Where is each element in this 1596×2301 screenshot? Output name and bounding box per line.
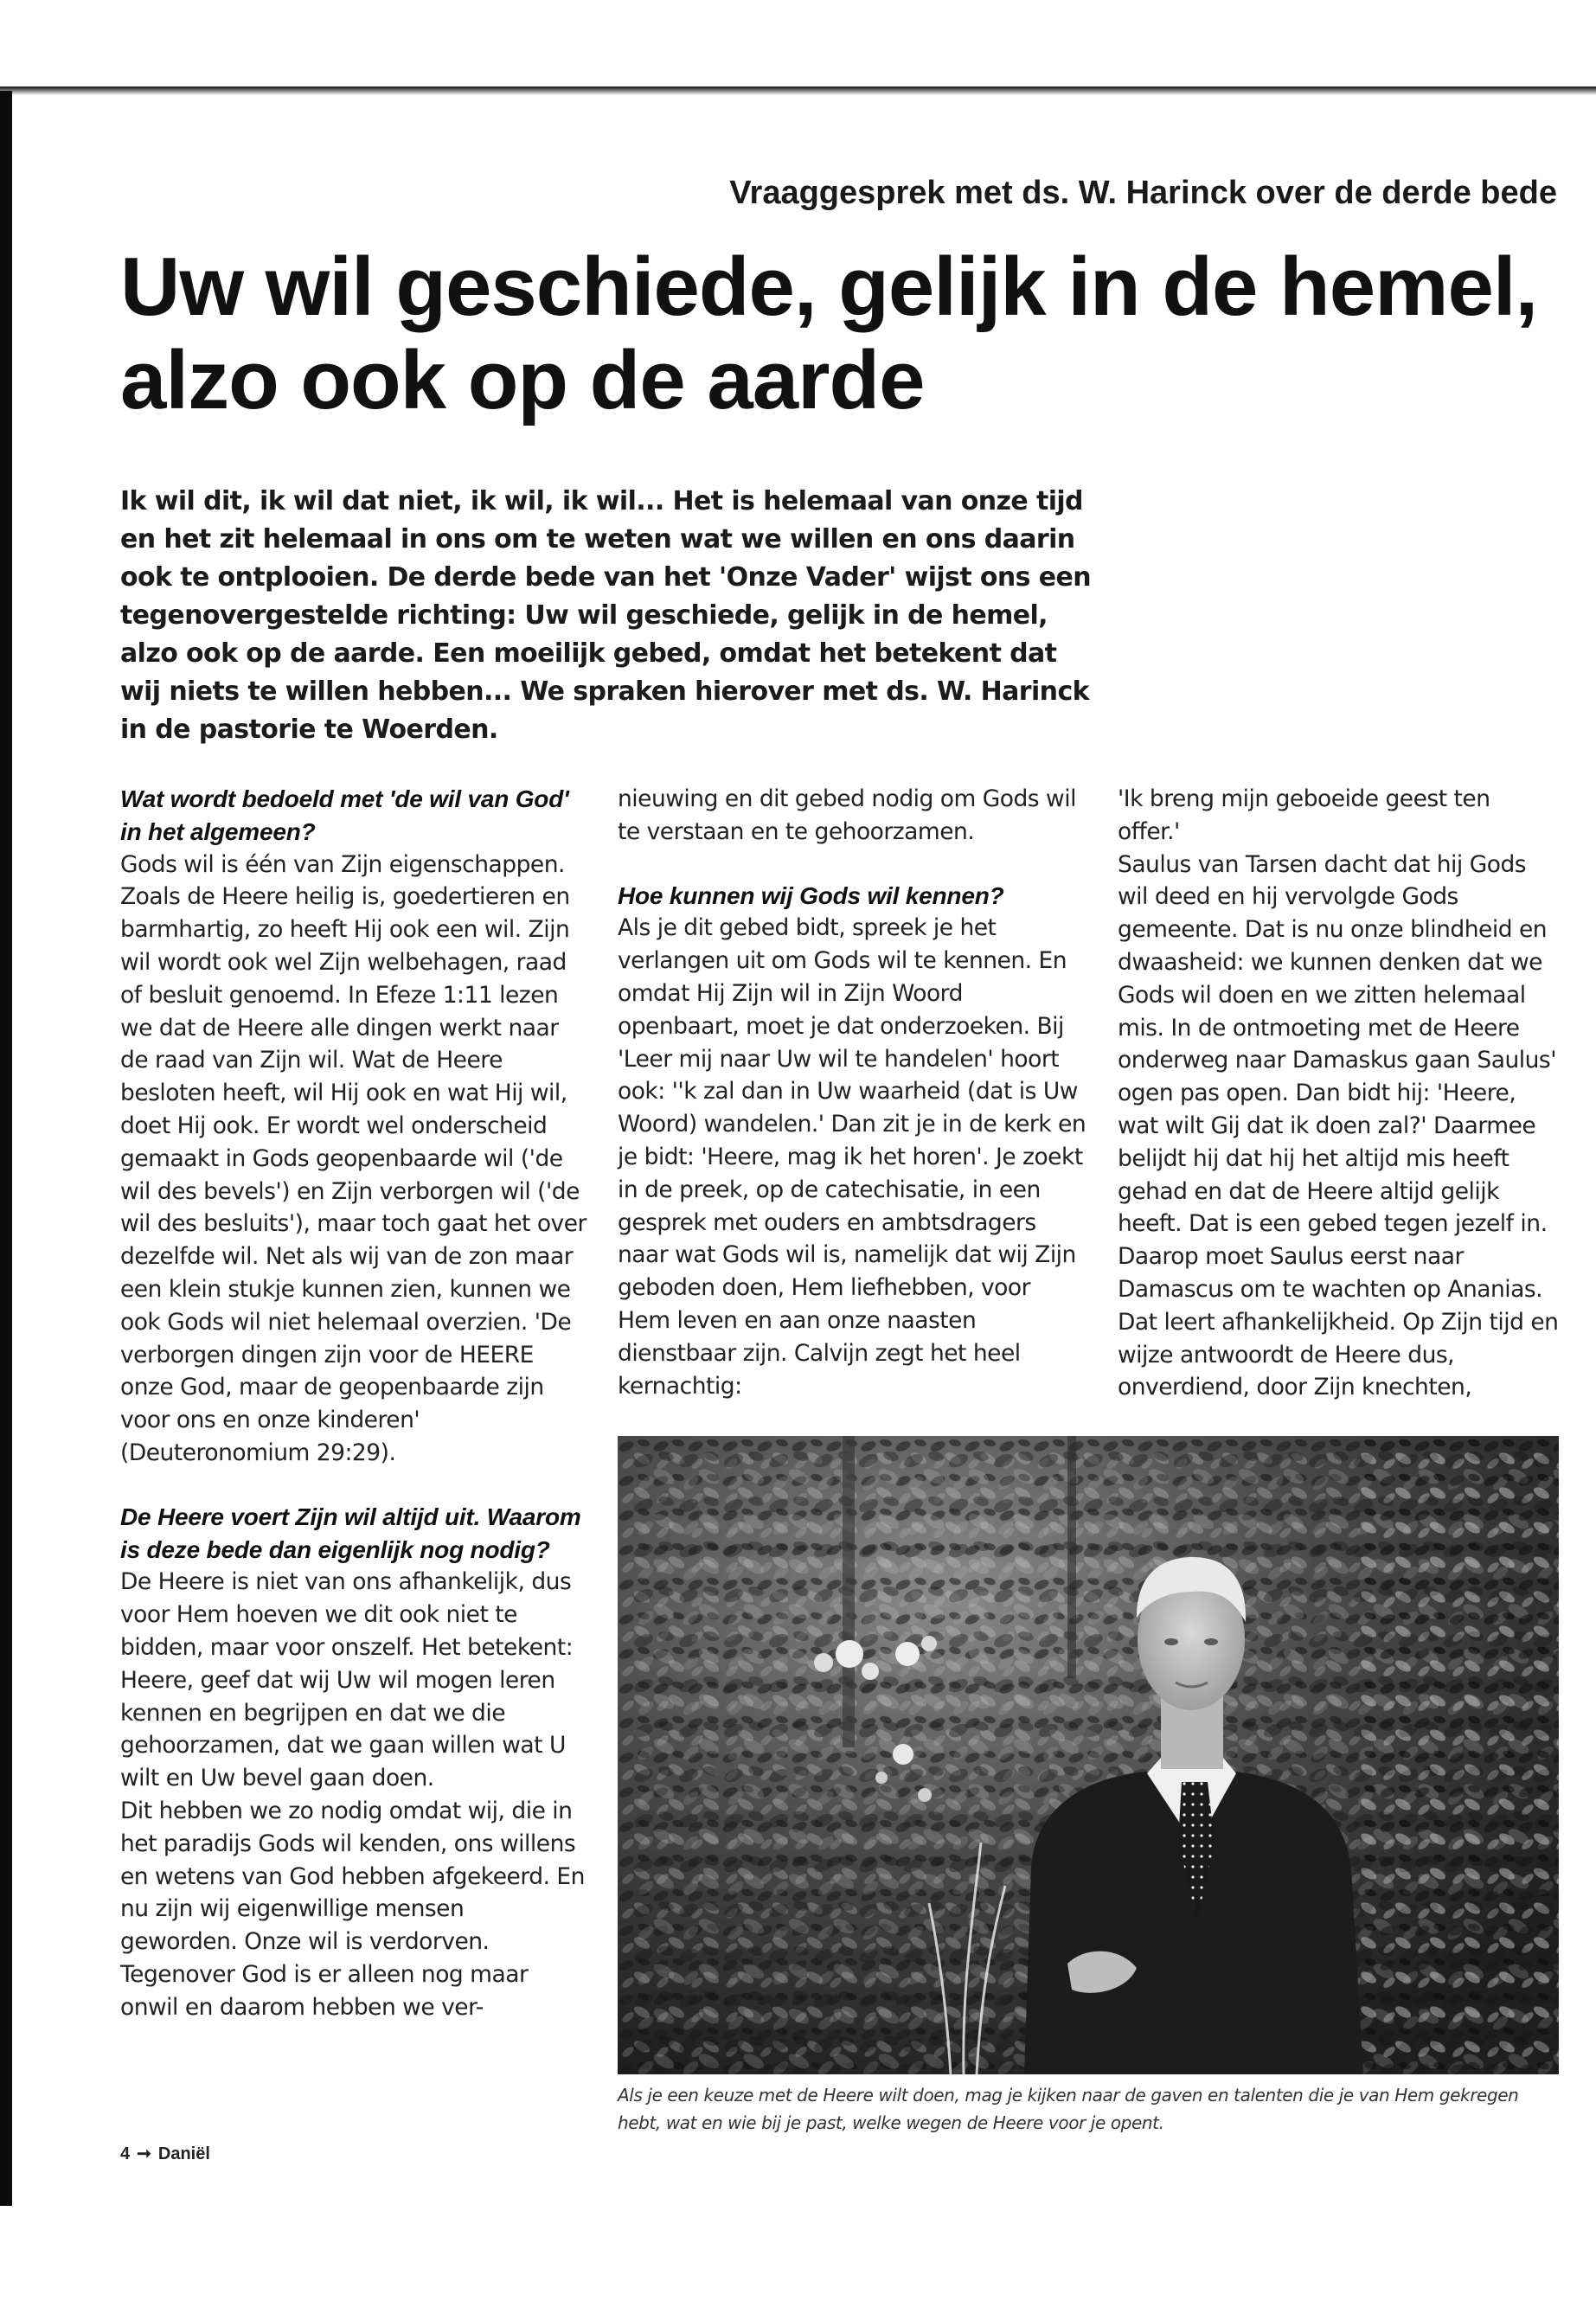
title-line-1: Uw wil geschiede, gelijk in de hemel, xyxy=(120,240,1538,333)
portrait-photo xyxy=(618,1436,1559,2074)
page-number: 4 xyxy=(120,2144,131,2163)
answer-paragraph: Als je dit gebed bidt, spreek je het verlangen uit om Gods wil te kennen. En omdat Hij Zijn wil in Zijn Woord openbaart, moet je dat onderzoeken. Bij 'Leer mij naar Uw wil te handelen' hoort ook: ''k zal dan in Uw waarheid (dat is Uw Woord) wandelen.' Dan zit je in de kerk en je bidt: 'Heere, mag ik het horen'. Je zoekt in de preek, op de catechisatie, in een gesprek met ouders en ambtsdragers naar wat Gods wil is, namelijk dat wij Zijn geboden doen, Hem liefhebben, voor Hem leven en aan onze naasten dienstbaar zijn. Calvijn zegt het heel kernachtig: xyxy=(618,914,1086,1400)
magazine-name: Daniël xyxy=(157,2144,210,2163)
column-3 xyxy=(1118,783,1559,1404)
photo-caption: Als je een keuze met de Heere wilt doen, mag je kijken naar de gaven en talenten die je van Hem gekregen hebt, wat en wie bij je past, welke wegen de Heere voor je opent. xyxy=(618,2085,1519,2133)
answer-paragraph: Dit hebben we zo nodig omdat wij, die in het paradijs Gods wil kenden, ons willens en wetens van God hebben afgekeerd. En nu zijn wij eigenwillige mensen geworden. Onze wil is verdorven. Tegenover God is er alleen nog maar onwil en daarom hebben we ver- xyxy=(120,1797,585,2021)
question-heading: Hoe kunnen wij Gods wil kennen? xyxy=(618,881,1004,909)
article-kicker: Vraaggesprek met ds. W. Harinck over de derde bede xyxy=(729,175,1557,211)
column-2 xyxy=(618,783,1089,1402)
scan-shadow-left xyxy=(0,91,12,2206)
article-title xyxy=(120,240,1556,427)
answer-paragraph: Saulus van Tarsen dacht dat hij Gods wil deed en hij vervolgde Gods gemeente. Dat is nu onze blindheid en dwaasheid: we kunnen denken dat we Gods wil doen en we zitten helemaal mis. In de ontmoeting met de Heere onderweg naar Damaskus gaan Saulus' ogen pas open. Dan bidt hij: 'Heere, wat wilt Gij dat ik doen zal?' Daarmee belijdt hij dat hij het altijd mis heeft gehad en dat de Heere altijd gelijk heeft. Dat is een gebed tegen jezelf in. Daarop moet Saulus eerst naar Damascus om te wachten op Ananias. Dat leert afhankelijkheid. Op Zijn tijd en wijze antwoordt de Heere dus, onverdiend, door Zijn knechten, xyxy=(1118,850,1559,1401)
answer-paragraph: nieuwing en dit gebed nodig om Gods wil te verstaan en te gehoorzamen. xyxy=(618,785,1076,845)
quote-paragraph: 'Ik breng mijn geboeide geest ten offer.' xyxy=(1118,785,1490,845)
scan-shadow-top xyxy=(0,87,1596,95)
column-1 xyxy=(120,783,587,2023)
title-line-2: alzo ook op de aarde xyxy=(120,334,925,426)
answer-paragraph: Gods wil is één van Zijn eigenschappen. Zoals de Heere heilig is, goedertieren en barmhartig, zo heeft Hij ook een wil. Zijn wil wordt ook wel Zijn welbehagen, raad of besluit genoemd. In Efeze 1:11 lezen we dat de Heere alle dingen werkt naar de raad van Zijn wil. Wat de Heere besloten heeft, wil Hij ook en wat Hij wil, doet Hij ook. Er wordt wel onderscheid gemaakt in Gods geopenbaarde wil ('de wil des bevels') en Zijn verborgen wil ('de wil des besluits'), maar toch gaat het over dezelfde wil. Net als wij van de zon maar een klein stukje kunnen zien, kunnen we ook Gods wil niet helemaal overzien. 'De verborgen dingen zijn voor de HEERE onze God, maar de geopenbaarde zijn voor ons en onze kinderen' (Deuteronomium 29:29). xyxy=(120,850,586,1466)
question-heading: Wat wordt bedoeld met 'de wil van God' in het algemeen? xyxy=(120,785,569,845)
question-heading: De Heere voert Zijn wil altijd uit. Waarom is deze bede dan eigenlijk nog nodig? xyxy=(120,1503,581,1563)
page-footer xyxy=(120,2143,210,2164)
article-intro: Ik wil dit, ik wil dat niet, ik wil, ik wil... Het is helemaal van onze tijd en het zit helemaal in ons om te weten wat we willen en ons daarin ook te ontplooien. De derde bede van het 'Onze Vader' wijst ons een tegenovergestelde richting: Uw wil geschiede, gelijk in de hemel, alzo ook op de aarde. Een moeilijk gebed, omdat het betekent dat wij niets te willen hebben... We spraken hierover met ds. W. Harinck in de pastorie te Woerden. xyxy=(120,486,1092,745)
magazine-page xyxy=(12,95,1596,2206)
answer-paragraph: De Heere is niet van ons afhankelijk, dus voor Hem hoeven we dit ook niet te bidden, maar voor onszelf. Het betekent: Heere, geef dat wij Uw wil mogen leren kennen en begrijpen en dat we die gehoorzamen, dat we gaan willen wat U wilt en Uw bevel gaan doen. xyxy=(120,1568,574,1792)
arrow-icon: ➞ xyxy=(137,2144,151,2163)
scan-margin-top xyxy=(0,0,1596,90)
